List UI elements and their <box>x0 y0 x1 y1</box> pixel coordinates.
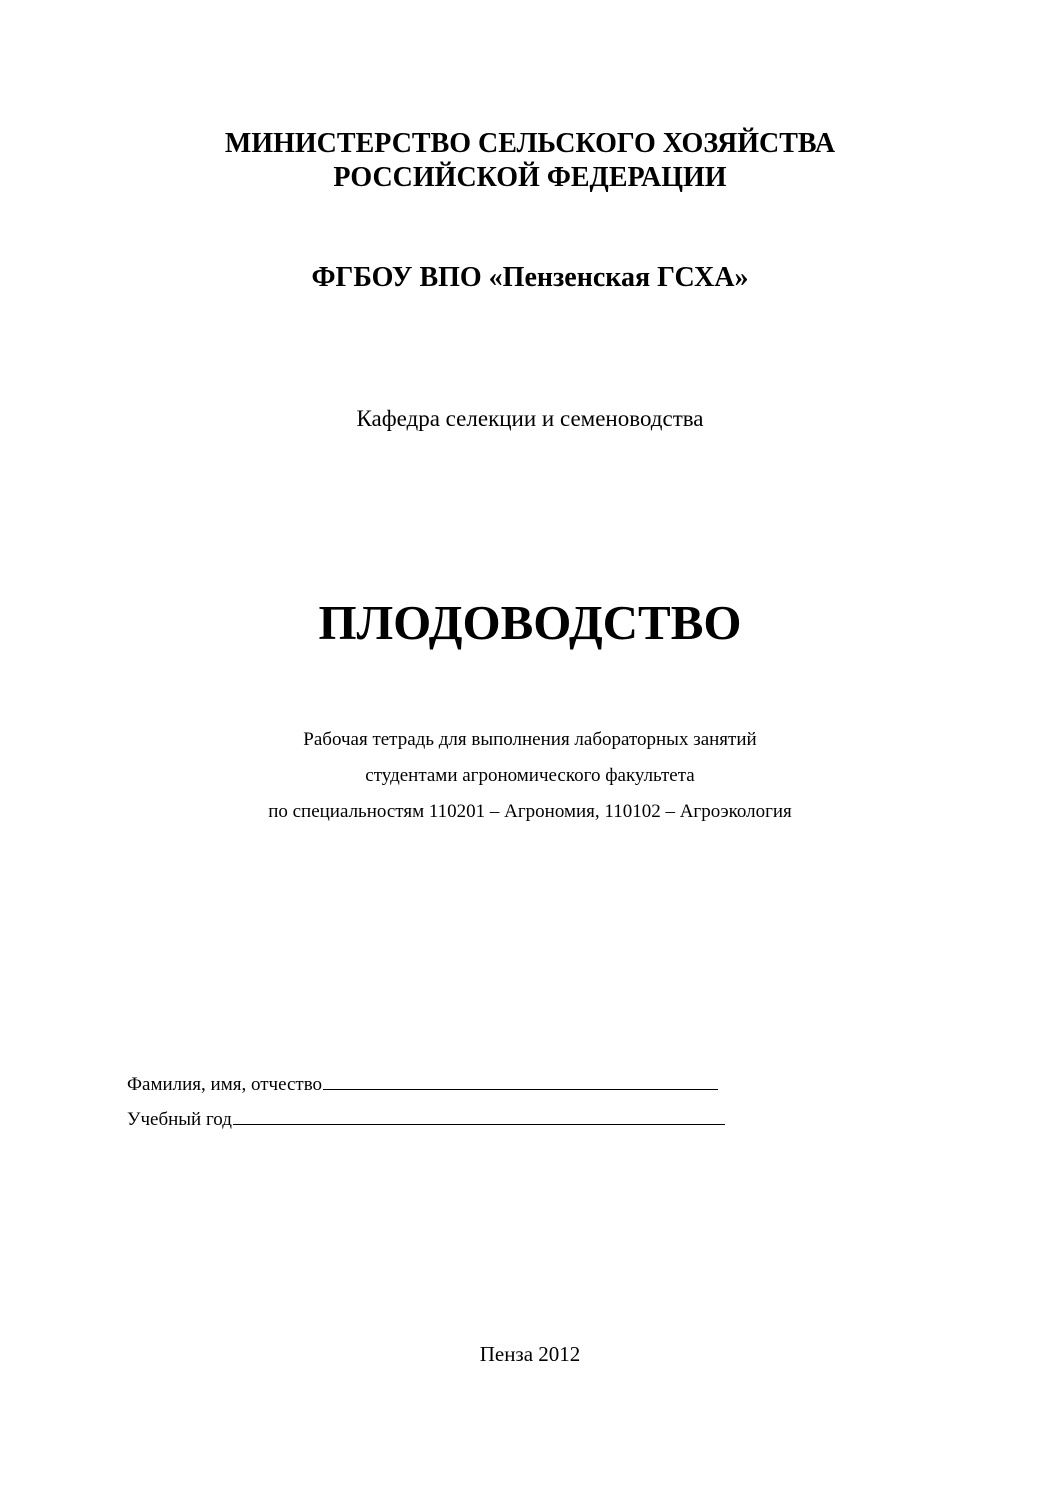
ministry-line-1: МИНИСТЕРСТВО СЕЛЬСКОГО ХОЗЯЙСТВА <box>224 128 836 159</box>
institution-name: ФГБОУ ВПО «Пензенская ГСХА» <box>311 262 749 293</box>
department-name: Кафедра селекции и семеноводства <box>356 406 704 431</box>
city-year: Пенза 2012 <box>479 1342 581 1366</box>
document-title: ПЛОДОВОДСТВО <box>318 595 742 650</box>
full-name-label: Фамилия, имя, отчество <box>127 1074 323 1095</box>
description-line-1: Рабочая тетрадь для выполнения лабораторных занятий <box>303 729 757 750</box>
academic-year-field <box>127 1106 725 1133</box>
description-line-2: студентами агрономического факультета <box>365 765 695 786</box>
full-name-field <box>127 1071 718 1098</box>
academic-year-label: Учебный год <box>127 1109 232 1130</box>
description-line-3: по специальностям 110201 – Агрономия, 110102 – Агроэкология <box>268 801 792 822</box>
academic-year-blank-line <box>233 1106 725 1125</box>
full-name-blank-line <box>323 1071 718 1090</box>
ministry-line-2: РОССИЙСКОЙ ФЕДЕРАЦИИ <box>333 162 727 193</box>
